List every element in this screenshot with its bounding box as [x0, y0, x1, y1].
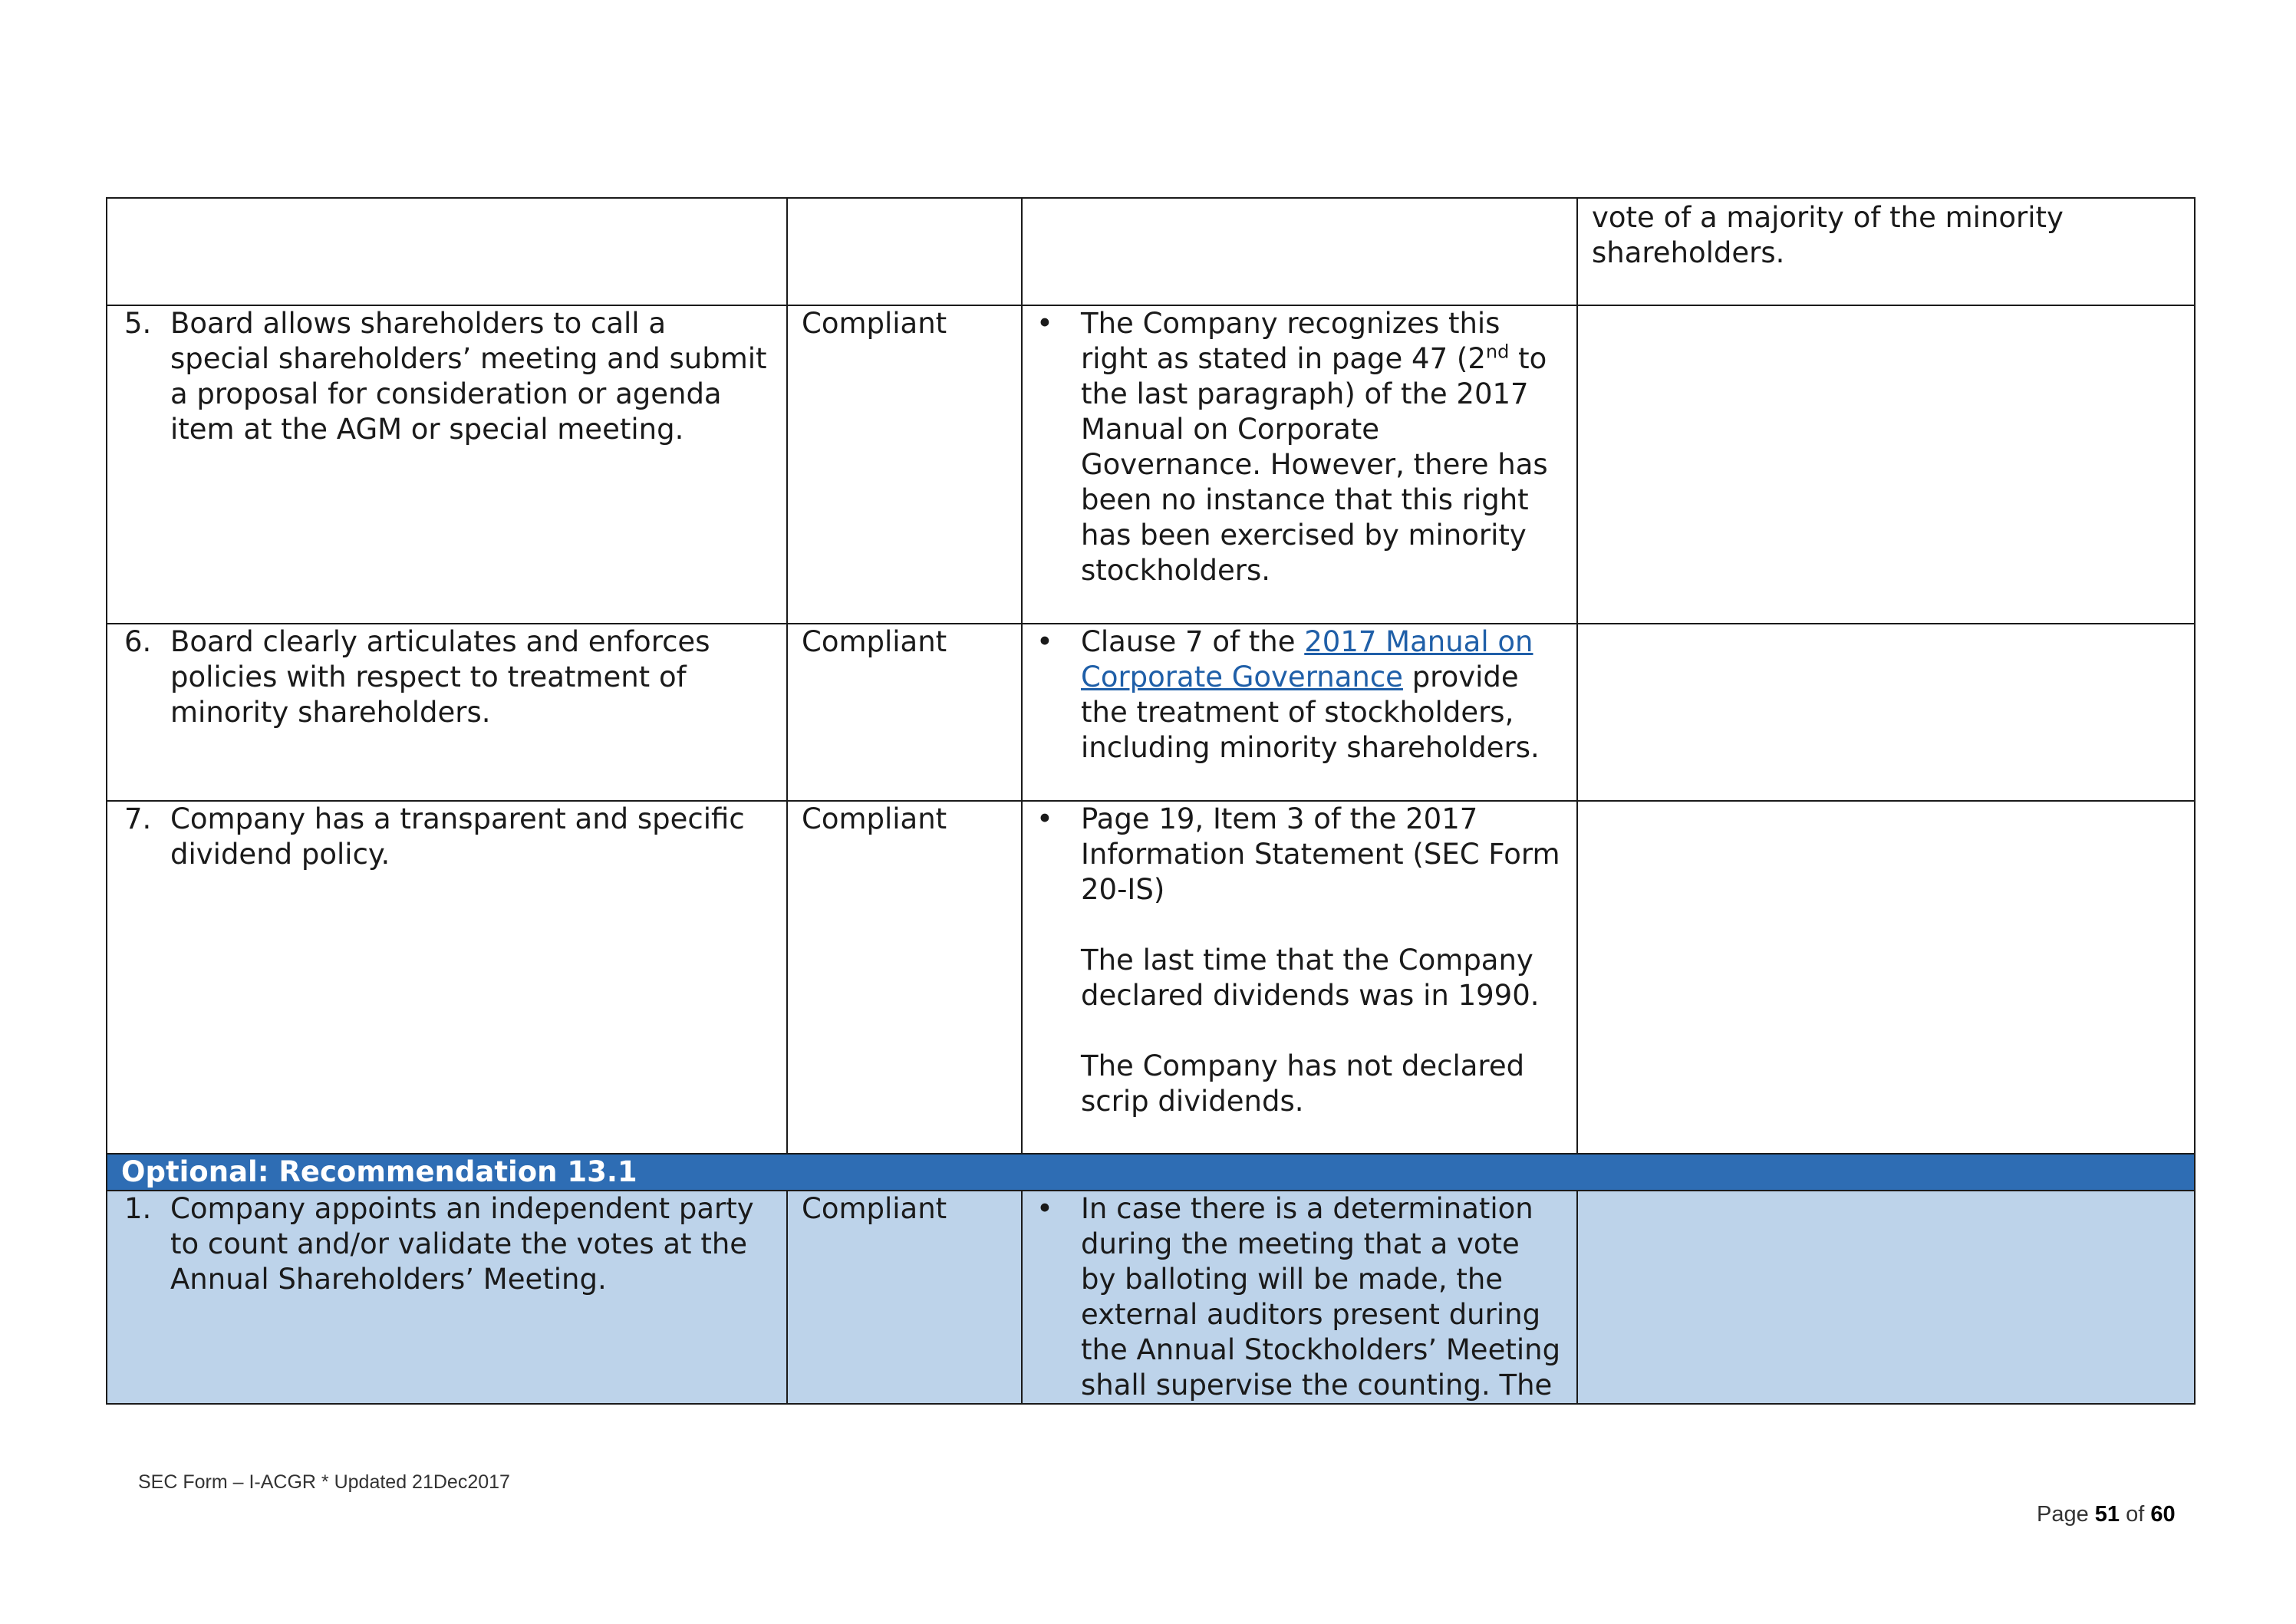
notes-cell [1577, 305, 2195, 624]
status-cell [787, 1191, 1022, 1404]
status-cell [787, 305, 1022, 624]
page-number [2037, 1502, 2176, 1527]
compliance-status: Compliant [802, 625, 947, 658]
recommendation-item [121, 802, 772, 872]
manual-link[interactable]: 2017 Manual on Corporate Governance [1081, 625, 1533, 693]
explanation-text-part: Clause 7 of the [1081, 625, 1305, 658]
ordinal-suffix: nd [1485, 341, 1510, 363]
explanation-cell [1022, 198, 1577, 305]
recommendation-cell [107, 1191, 787, 1404]
table-row [107, 624, 2195, 801]
explanation-text-part: provide the treatment of stockholders, including minority shareholders. [1081, 660, 1540, 764]
compliance-status: Compliant [802, 802, 947, 835]
item-number: 1. [124, 1192, 152, 1225]
explanation-bullet [1036, 306, 1563, 588]
notes-cell [1577, 624, 2195, 801]
page-of: of [2126, 1502, 2145, 1527]
item-number: 5. [124, 307, 152, 340]
table-row [107, 1191, 2195, 1404]
continued-explanation: vote of a majority of the minority shareholders. [1592, 201, 2064, 269]
bullet-icon: • [1036, 307, 1053, 340]
explanation-cell [1022, 801, 1577, 1154]
recommendation-item [121, 624, 772, 730]
explanation-text [1081, 307, 1548, 587]
recommendation-cell [107, 624, 787, 801]
explanation-cell [1022, 1191, 1577, 1404]
compliance-status: Compliant [802, 1192, 947, 1225]
recommendation-cell [107, 305, 787, 624]
continued-row [107, 198, 2195, 305]
explanation-paragraph: The Company has not declared scrip dividends. [1081, 1049, 1525, 1118]
table-row [107, 305, 2195, 624]
explanation-text-part: The Company recognizes this right as stated in page 47 (2 [1081, 307, 1500, 375]
notes-cell [1577, 801, 2195, 1154]
status-cell [787, 198, 1022, 305]
item-number: 6. [124, 625, 152, 658]
explanation-text: In case there is a determination during the meeting that a vote by balloting will be made, the external auditors present during the Annual Stockholders’ Meeting shall supervise the counting. The [1081, 1192, 1561, 1402]
bullet-icon: • [1036, 1192, 1053, 1225]
recommendation-item [121, 1191, 772, 1297]
status-cell [787, 801, 1022, 1154]
recommendation-cell [107, 198, 787, 305]
notes-cell [1577, 1191, 2195, 1404]
explanation-paragraph: Page 19, Item 3 of the 2017 Information Statement (SEC Form 20-IS) [1081, 802, 1560, 906]
explanation-bullet [1036, 1191, 1563, 1403]
explanation-text [1081, 625, 1540, 764]
explanation-cell [1022, 624, 1577, 801]
section-header: Optional: Recommendation 13.1 [107, 1154, 2195, 1191]
explanation-paragraph: The last time that the Company declared dividends was in 1990. [1081, 944, 1540, 1012]
status-cell [787, 624, 1022, 801]
compliance-status: Compliant [802, 307, 947, 340]
recommendation-item [121, 306, 772, 447]
explanation-bullet [1036, 624, 1563, 766]
page-current: 51 [2094, 1502, 2120, 1527]
recommendation-text: Company has a transparent and specific dividend policy. [170, 802, 745, 871]
recommendation-text: Board allows shareholders to call a special shareholders’ meeting and submit a proposal for consideration or agenda item at the AGM or special meeting. [170, 307, 767, 446]
bullet-icon: • [1036, 625, 1053, 658]
table-row [107, 801, 2195, 1154]
explanation-cell [1022, 305, 1577, 624]
page-total: 60 [2150, 1502, 2176, 1527]
explanation-text-part: to the last paragraph) of the 2017 Manual on Corporate Governance. However, there has been no instance that this right has been exercised by minority stockholders. [1081, 342, 1548, 587]
explanation-bullet [1036, 802, 1563, 1119]
recommendation-text: Company appoints an independent party to count and/or validate the votes at the Annual Shareholders’ Meeting. [170, 1192, 754, 1296]
compliance-table [106, 197, 2196, 1405]
item-number: 7. [124, 802, 152, 835]
notes-cell [1577, 198, 2195, 305]
form-footer: SEC Form – I-ACGR * Updated 21Dec2017 [138, 1471, 510, 1493]
recommendation-text: Board clearly articulates and enforces policies with respect to treatment of minority shareholders. [170, 625, 710, 729]
recommendation-cell [107, 801, 787, 1154]
bullet-icon: • [1036, 802, 1053, 835]
page-label: Page [2037, 1502, 2089, 1527]
section-header-row [107, 1154, 2195, 1191]
